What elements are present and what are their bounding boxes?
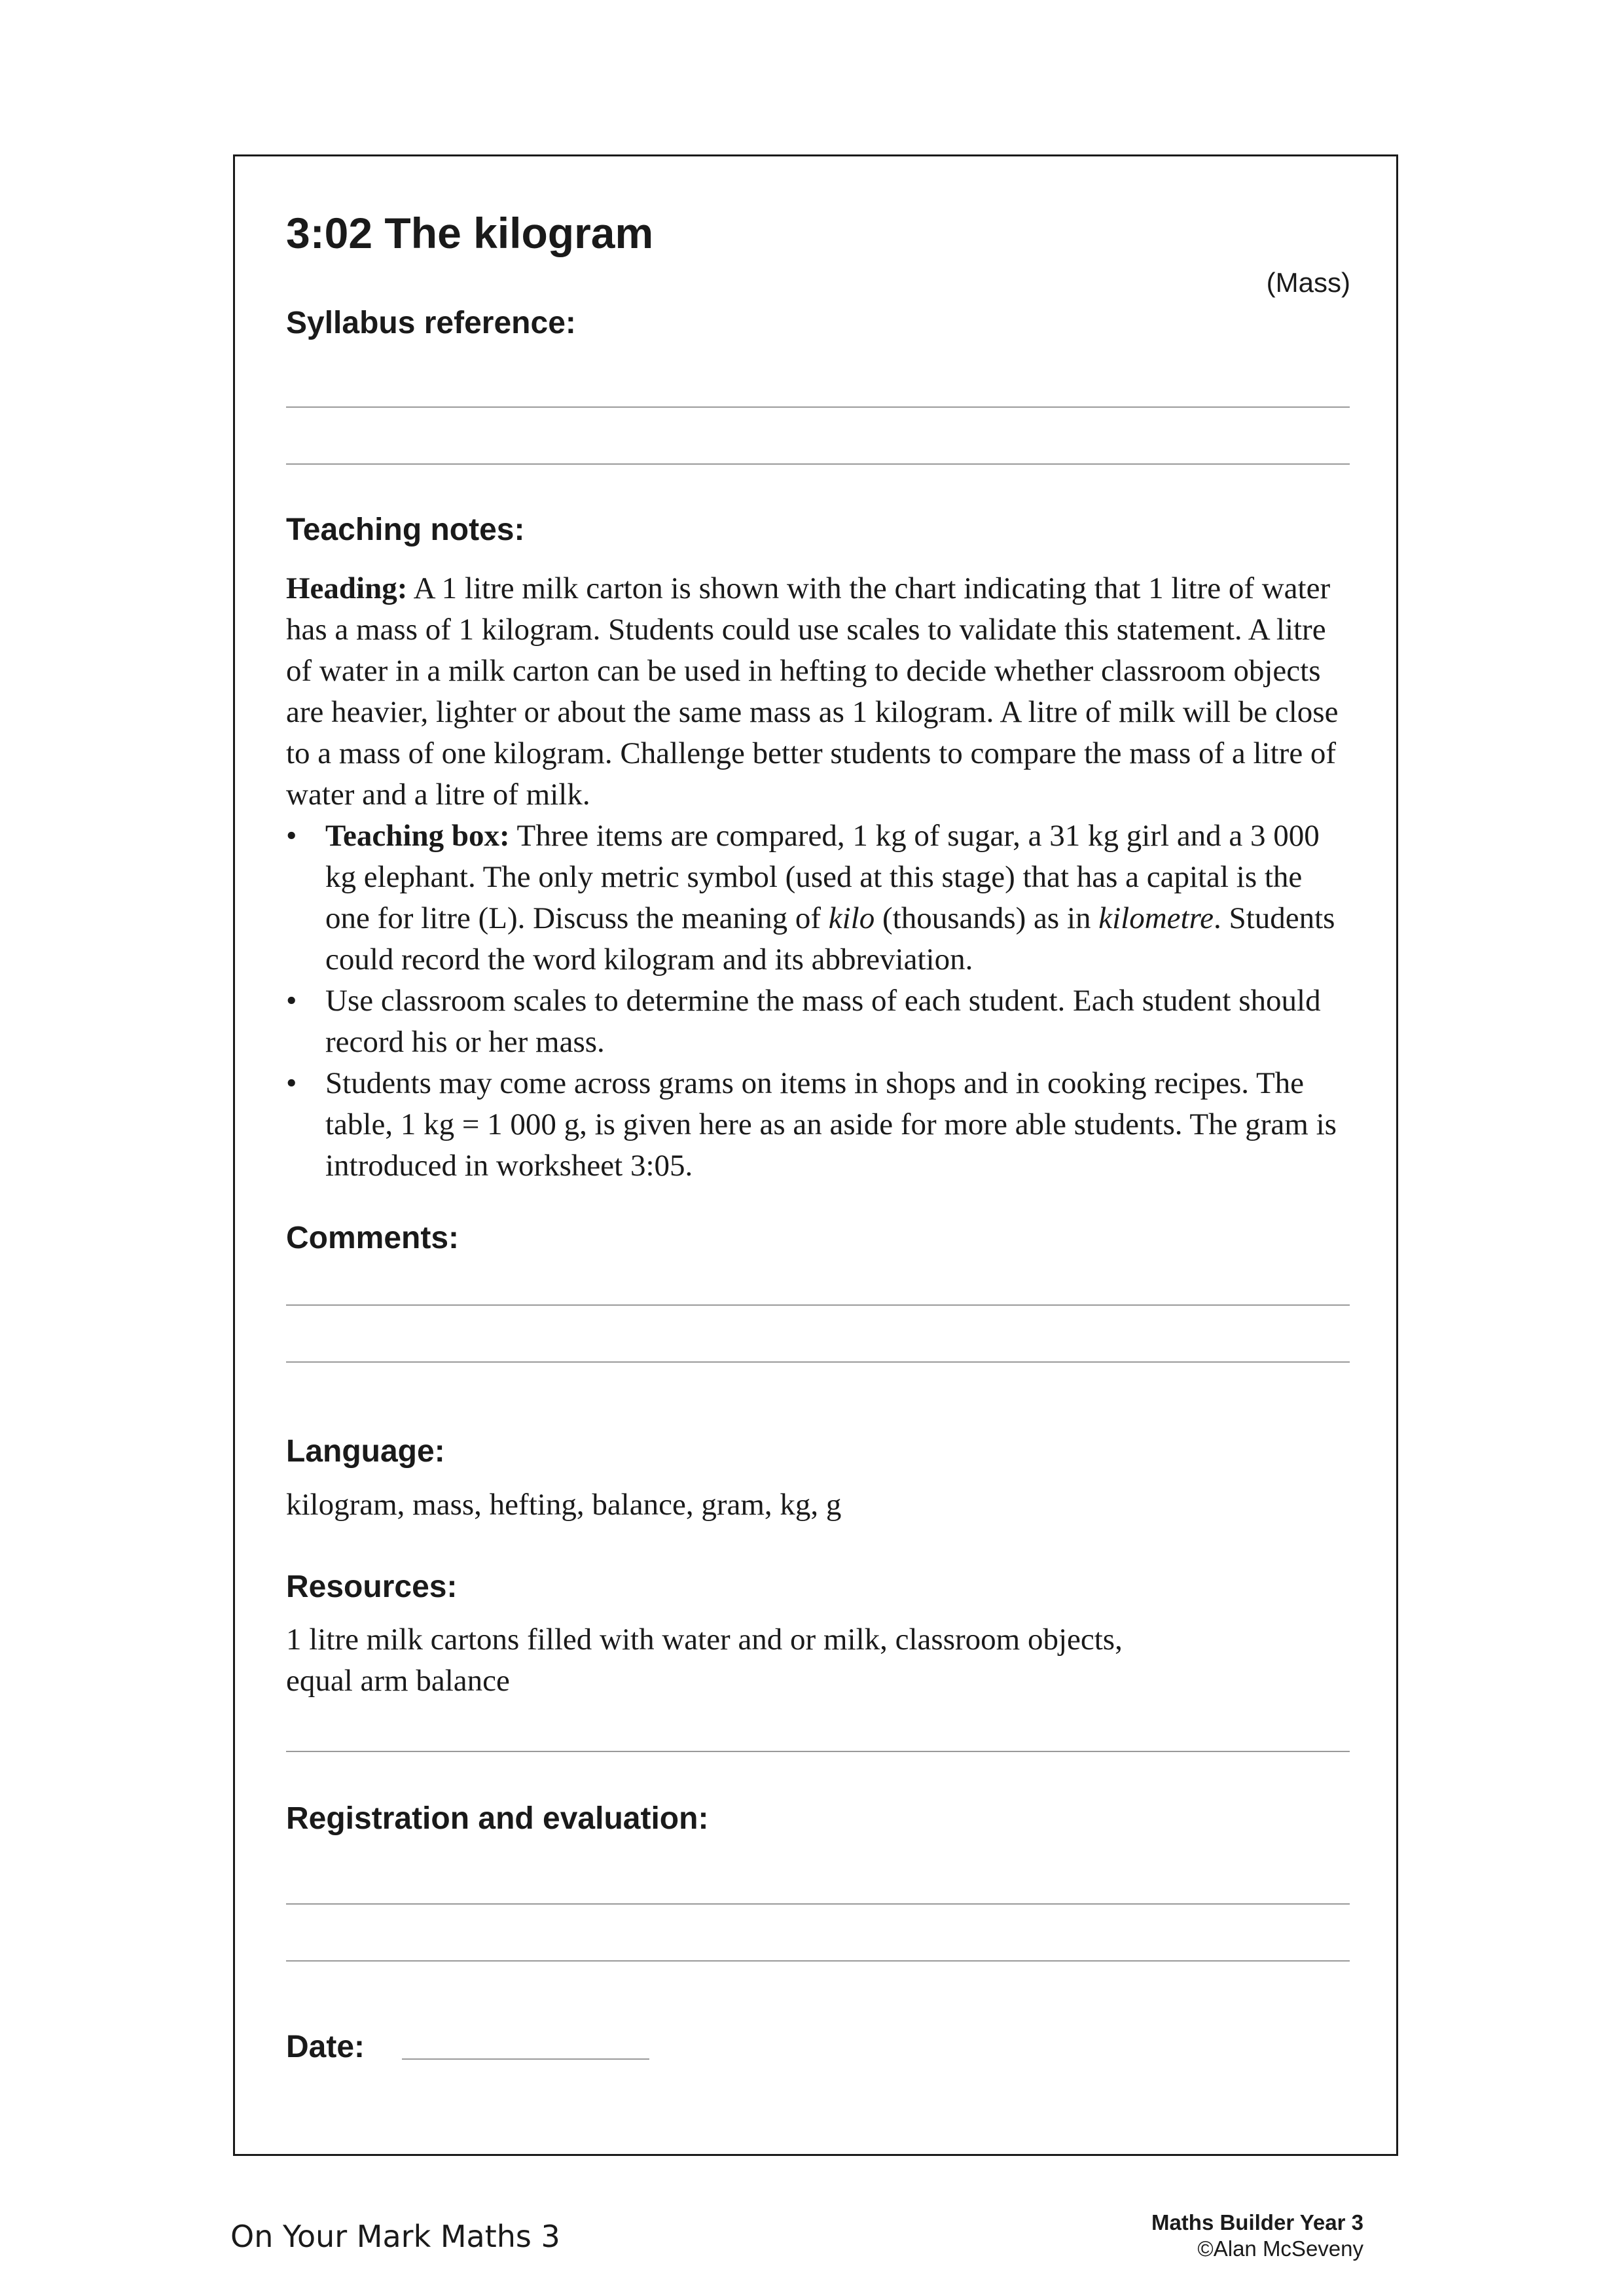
registration-line-1: [286, 1903, 1350, 1905]
date-line: [402, 2058, 649, 2060]
footer-credit: [1151, 2210, 1363, 2262]
bullet-icon: •: [286, 819, 297, 853]
resources-rule: [286, 1751, 1350, 1752]
heading-note-label: Heading:: [286, 571, 408, 605]
comments-line-1: [286, 1304, 1350, 1306]
bullet1-italic-kilometre: kilometre: [1098, 901, 1214, 935]
bullet-icon: •: [286, 984, 297, 1018]
resources-heading: Resources:: [286, 1570, 458, 1604]
language-heading: Language:: [286, 1434, 445, 1469]
bullet-grams: [286, 1063, 1350, 1187]
strand-label: (Mass): [1266, 267, 1350, 298]
bullet1-italic-kilo: kilo: [828, 901, 875, 935]
heading-note-text: A 1 litre milk carton is shown with the chart indicating that 1 litre of water has a mass of 1 kilogram. Students could use scales to validate this statement. A litre of water in a milk carton can be used in hefting to decide whether classroom objects are heavier, lighter or about the same mass as 1 kilogram. A litre of milk will be close to a mass of one kilogram. Challenge better students to compare the mass of a litre of water and a litre of milk.: [286, 571, 1339, 812]
teaching-box-label: Teaching box:: [325, 819, 510, 853]
teaching-bullets: [286, 816, 1350, 1187]
teaching-notes-body: [286, 568, 1350, 1187]
page-title: 3:02 The kilogram: [286, 209, 654, 257]
registration-heading: Registration and evaluation:: [286, 1801, 709, 1836]
bullet3-text: Students may come across grams on items in shops and in cooking recipes. The table, 1 kg = 1 000 g, is given here as an aside for more able students. The gram is introduced in worksheet 3:05.: [325, 1066, 1337, 1183]
bullet1-text-b: (thousands) as in: [875, 901, 1099, 935]
bullet2-text: Use classroom scales to determine the mass of each student. Each student should record his or her mass.: [325, 984, 1321, 1059]
resources-line-1: 1 litre milk cartons filled with water and or milk, classroom objects,: [286, 1623, 1123, 1657]
teaching-notes-heading: Teaching notes:: [286, 512, 525, 547]
heading-note: [286, 568, 1350, 816]
comments-heading: Comments:: [286, 1221, 460, 1255]
footer-series: On Your Mark Maths 3: [230, 2219, 560, 2254]
bullet-scales: [286, 980, 1350, 1063]
resources-line-2: equal arm balance: [286, 1664, 510, 1698]
bullet-icon: •: [286, 1066, 297, 1100]
date-label: Date:: [286, 2030, 365, 2064]
syllabus-heading: Syllabus reference:: [286, 306, 576, 340]
footer-copyright: ©Alan McSeveny: [1197, 2236, 1363, 2261]
bullet1-text-a: Three items are compared, 1 kg of sugar, a 31 kg girl and a 3 000 kg elephant. The only metric symbol (used at this stage) that has a capital is the one for litre (L). Discuss the meaning of: [325, 819, 1320, 935]
footer-book-title: Maths Builder Year 3: [1151, 2210, 1363, 2234]
bullet1-text-c: . Students could record the word kilogram and its abbreviation.: [325, 901, 1335, 977]
syllabus-line-1: [286, 406, 1350, 408]
bullet-teaching-box: [286, 816, 1350, 980]
comments-line-2: [286, 1361, 1350, 1363]
language-text: kilogram, mass, hefting, balance, gram, kg, g: [286, 1488, 842, 1522]
registration-line-2: [286, 1960, 1350, 1962]
syllabus-line-2: [286, 463, 1350, 465]
resources-text: [286, 1619, 1350, 1702]
